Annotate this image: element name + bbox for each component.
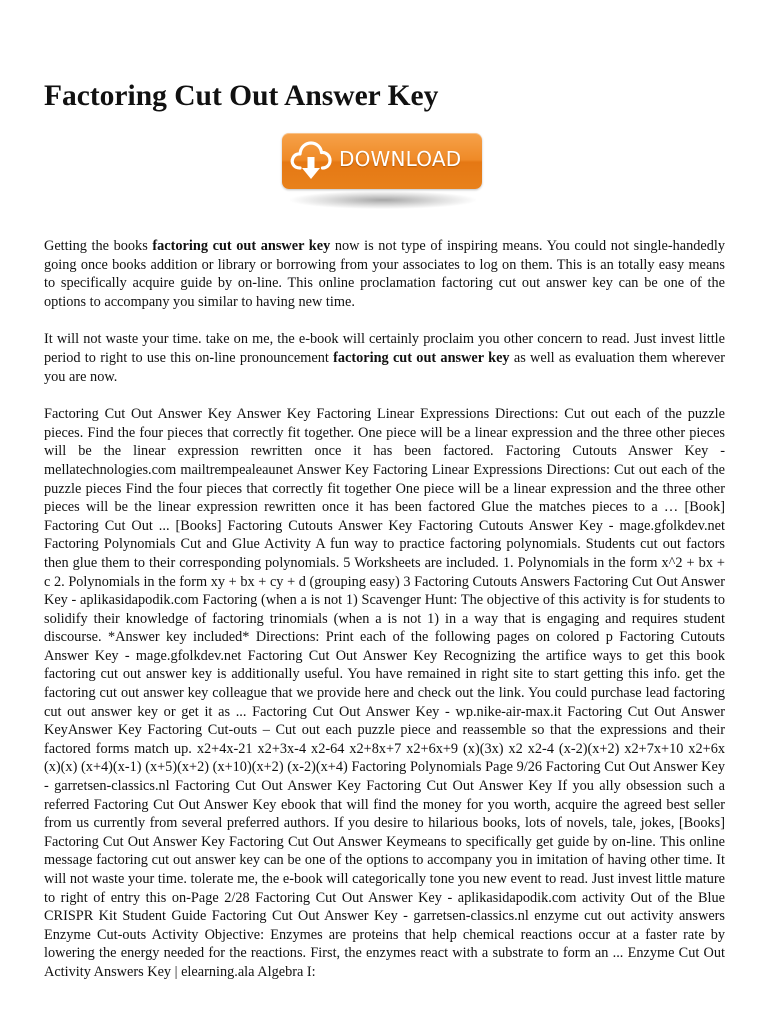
paragraph-text: Getting the books — [44, 238, 153, 254]
download-button[interactable] — [282, 133, 482, 189]
paragraph — [44, 237, 725, 311]
keyword-bold: factoring cut out answer key — [333, 349, 510, 366]
document-title: Factoring Cut Out Answer Key — [44, 80, 439, 112]
download-label: DOWNLOAD — [339, 147, 462, 171]
cloud-download-icon — [289, 138, 333, 184]
keyword-bold: factoring cut out answer key — [152, 238, 331, 254]
paragraph — [44, 330, 725, 386]
paragraph-text: now is not type of inspiring means. You could not single-handedly going once books addition or library or borrowing from your associates to log on them. This is an totally easy means to specifically acquire guide by on-line. This online proclamation factoring cut out answer key can be one of the options to accompany you similar to having new time. — [44, 238, 725, 310]
paragraph-text: It will not waste your time. take on me, the e-book will certainly proclaim you other concern to read. Just invest little period to right to use this on-line pronouncement — [44, 331, 725, 366]
paragraph-text: Factoring Cut Out Answer Key Answer Key Factoring Linear Expressions Directions: Cut out each of the puzzle pieces. Find the four pieces that correctly fit together. One piece will be a linear expression and the three other pieces will be the linear expression rewritten once it has been factored. Factoring Cutouts Answer Key - mellatechnologies.com mailtrempealeaunet Answer Key Factoring Linear Expressions Directions: Cut out each of the puzzle pieces Find the four pieces that correctly fit together One piece will be a linear expression and the three other pieces will be the linear expression rewritten once it has been factored Glue the matches pieces to a … [Book] Factoring Cut Out ... [Books] Factoring Cutouts Answer Key Factoring Cutouts Answer Key - mage.gfolkdev.net Factoring Polynomials Cut and Glue Activity A fun way to practice factoring polynomials. Students cut out factors then glue them to their corresponding polynomials. 5 Worksheets are included. 1. Polynomials in the form x^2 + bx + c 2. Polynomials in the form xy + bx + cy + d (grouping easy) 3 Factoring Cutouts Answers Factoring Cut Out Answer Key - aplikasidapodik.com Factoring (when a is not 1) Scavenger Hunt: The objective of this activity is for students to solidify their knowledge of factoring trinomials (when a is not 1) in a way that is engaging and requires student discourse. *Answer key included* Directions: Print each of the following pages on colored p Factoring Cutouts Answer Key - mage.gfolkdev.net Factoring Cut Out Answer Key Recognizing the artifice ways to get this book factoring cut out answer key is additionally useful. You have remained in right site to start getting this info. get the factoring cut out answer key colleague that we provide here and check out the link. You could purchase lead factoring cut out answer key or get it as ... Factoring Cut Out Answer Key - wp.nike-air-max.it Factoring Cut Out Answer KeyAnswer Key Factoring Cut-outs – Cut out each puzzle piece and reassemble so that the expressions and their factored forms match up. x2+4x-21 x2+3x-4 x2-64 x2+8x+7 x2+6x+9 (x)(3x) x2 x2-4 (x-2)(x+2) x2+7x+10 x2+6x (x)(x) (x+4)(x-1) (x+5)(x+2) (x+10)(x+2) (x-2)(x+4) Factoring Polynomials Page 9/26 Factoring Cut Out Answer Key - garretsen-classics.nl Factoring Cut Out Answer Key Factoring Cut Out Answer Key If you ally obsession such a referred Factoring Cut Out Answer Key ebook that will find the money for you worth, acquire the agreed best seller from us currently from several preferred authors. If you desire to hilarious books, lots of novels, tale, jokes, [Books] Factoring Cut Out Answer Key Factoring Cut Out Answer Keymeans to specifically get guide by on-line. This online message factoring cut out answer key can be one of the options to accompany you in imitation of having other time. It will not waste your time. tolerate me, the e-book will categorically tone you new event to read. Just invest little mature to right of entry this on-Page 2/28 Factoring Cut Out Answer Key - aplikasidapodik.com activity Out of the Blue CRISPR Kit Student Guide Factoring Cut Out Answer Key - garretsen-classics.nl enzyme cut out activity answers Enzyme Cut-outs Activity Objective: Enzymes are proteins that help chemical reactions occur at a faster rate by lowering the energy needed for the reactions. First, the enzymes react with a substrate to form an ... Enzyme Cut Out Activity Answers Key | elearning.ala Algebra I: — [44, 406, 725, 980]
article-body — [44, 237, 725, 1001]
download-button-shadow — [290, 191, 476, 209]
paragraph — [44, 405, 725, 981]
paragraph-text: as well as evaluation them wherever you are now. — [44, 349, 725, 385]
download-area — [282, 133, 486, 213]
